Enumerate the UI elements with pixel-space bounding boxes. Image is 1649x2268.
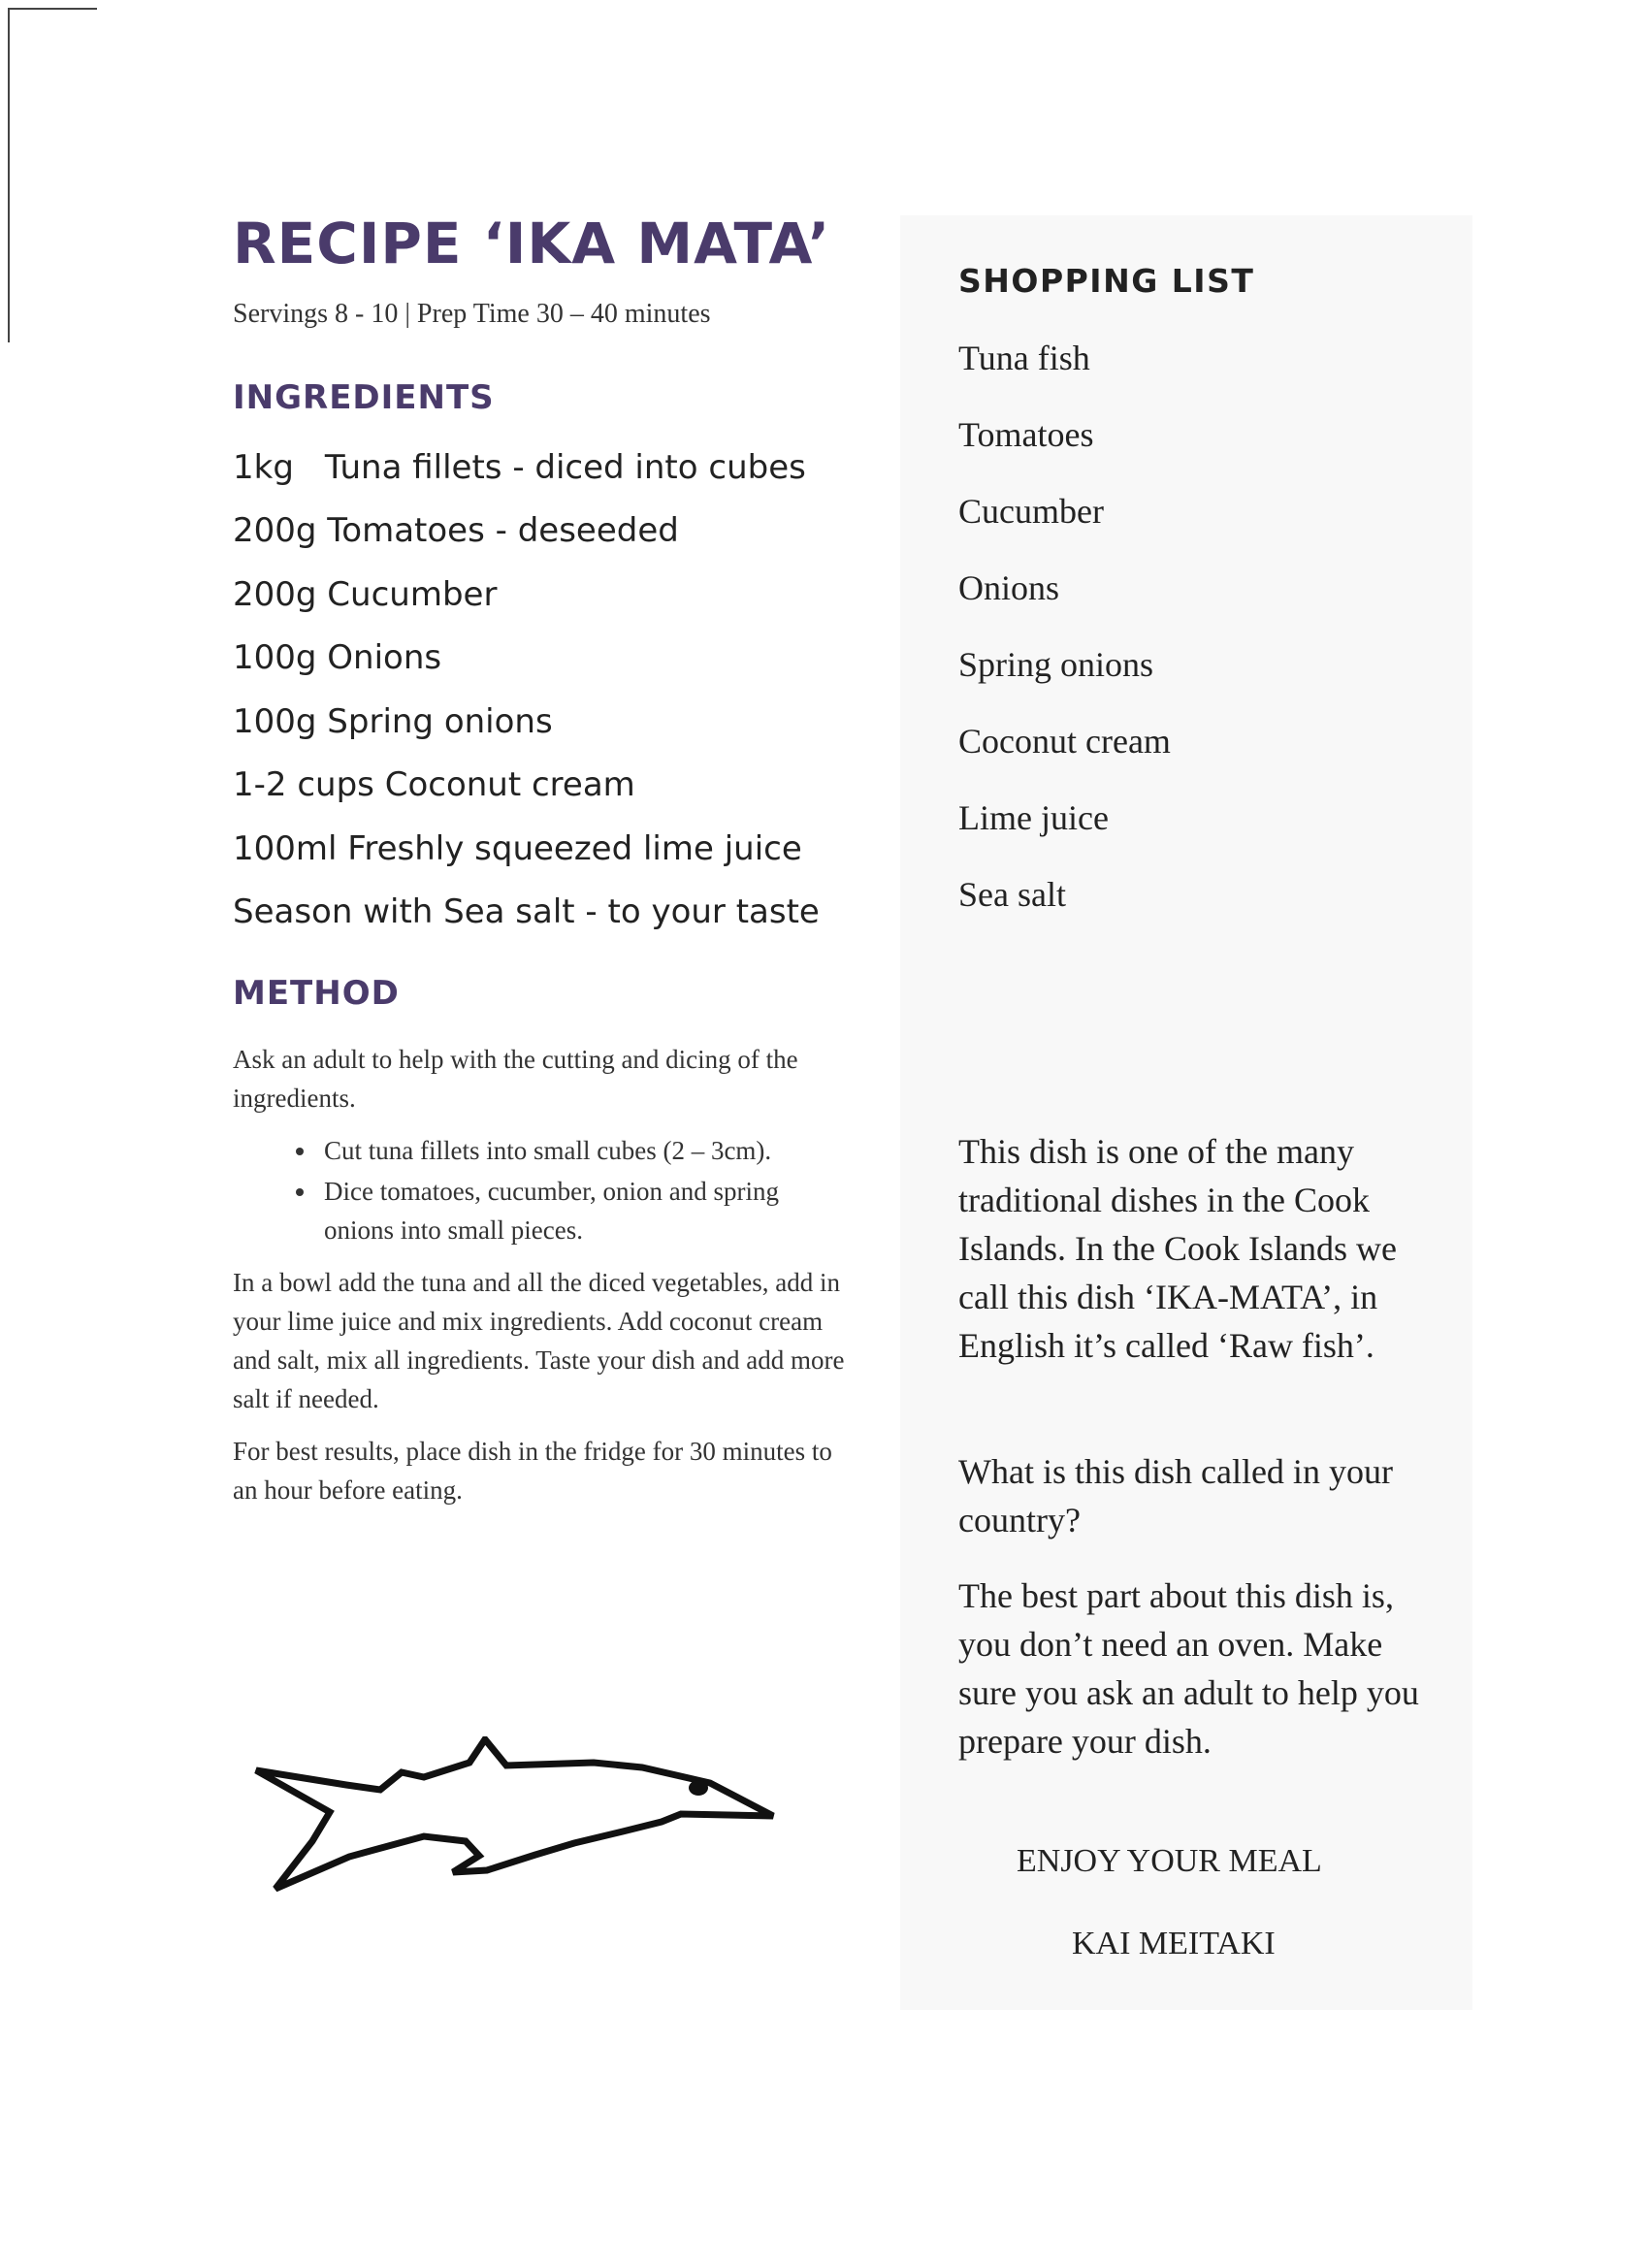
shopping-item: Sea salt [958, 875, 1066, 914]
shopping-item: Tuna fish [958, 339, 1090, 377]
method-mix: In a bowl add the tuna and all the diced vegetables, add in your lime juice and mix ingredients. Add coconut cream and salt, mix all ingredients. Taste your dish and add more salt if needed. [233, 1267, 845, 1413]
ingredient-name: Freshly squeezed lime juice [347, 828, 802, 868]
ingredient-name: Coconut cream [384, 765, 635, 805]
ingredient-item [233, 818, 854, 882]
method-step: • Dice tomatoes, cucumber, onion and spring onions into small pieces. [318, 1172, 854, 1249]
ingredient-item [233, 754, 854, 818]
shopping-list [958, 337, 1443, 950]
ingredient-qty: 100g [233, 701, 317, 741]
shopping-item: Onions [958, 568, 1060, 607]
ingredient-name: Cucumber [327, 574, 498, 614]
ingredient-qty: Season with [233, 892, 434, 932]
ingredient-qty: 100ml [233, 828, 338, 868]
ingredients-heading: INGREDIENTS [233, 377, 495, 417]
crop-mark-vertical [8, 8, 10, 342]
shopping-item: Lime juice [958, 798, 1109, 837]
ingredient-item [233, 500, 854, 564]
method-heading: METHOD [233, 973, 400, 1013]
method-intro: Ask an adult to help with the cutting and dicing of the ingredients. [233, 1044, 798, 1113]
ingredient-item [233, 437, 854, 501]
ingredient-name: Tomatoes - deseeded [327, 511, 679, 551]
ingredient-qty: 1-2 cups [233, 765, 374, 805]
ingredient-item [233, 691, 854, 755]
fish-icon [254, 1736, 797, 1911]
recipe-title: RECIPE ‘IKA MATA’ [233, 211, 831, 276]
ingredients-list [233, 437, 854, 945]
recipe-meta: Servings 8 - 10 | Prep Time 30 – 40 minutes [233, 298, 711, 329]
method-best-results: For best results, place dish in the fridge for 30 minutes to an hour before eating. [233, 1436, 832, 1505]
dish-description: This dish is one of the many traditional dishes in the Cook Islands. In the Cook Islands we call this dish ‘IKA-MATA’, in English it’s called ‘Raw fish’. [958, 1132, 1397, 1365]
shopping-heading: SHOPPING LIST [958, 262, 1255, 300]
method-steps [233, 1131, 854, 1249]
kai-meitaki-message: KAI MEITAKI [1072, 1926, 1276, 1961]
ingredient-item [233, 881, 854, 945]
no-oven-note: The best part about this dish is, you don’t need an oven. Make sure you ask an adult to help you prepare your dish. [958, 1576, 1419, 1761]
ingredient-item [233, 627, 854, 691]
dish-question: What is this dish called in your country? [958, 1452, 1393, 1539]
crop-mark-horizontal [8, 8, 97, 10]
ingredient-name: Onions [327, 638, 442, 678]
ingredient-qty: 100g [233, 638, 317, 678]
shopping-column [958, 262, 1443, 950]
ingredient-qty: 200g [233, 511, 317, 551]
shopping-item: Cucumber [958, 492, 1104, 531]
recipe-column [233, 213, 854, 1509]
ingredient-qty: 200g [233, 574, 317, 614]
shopping-item: Tomatoes [958, 415, 1094, 454]
method-step: • Cut tuna fillets into small cubes (2 – 3cm). [318, 1131, 854, 1170]
ingredient-name: Tuna fillets - diced into cubes [324, 447, 806, 487]
ingredient-item [233, 564, 854, 628]
enjoy-message: ENJOY YOUR MEAL [1017, 1843, 1322, 1879]
shopping-item: Spring onions [958, 645, 1154, 684]
ingredient-name: Spring onions [327, 701, 553, 741]
ingredient-qty: 1kg [233, 447, 294, 487]
shopping-item: Coconut cream [958, 722, 1171, 761]
ingredient-name: Sea salt - to your taste [443, 892, 820, 932]
